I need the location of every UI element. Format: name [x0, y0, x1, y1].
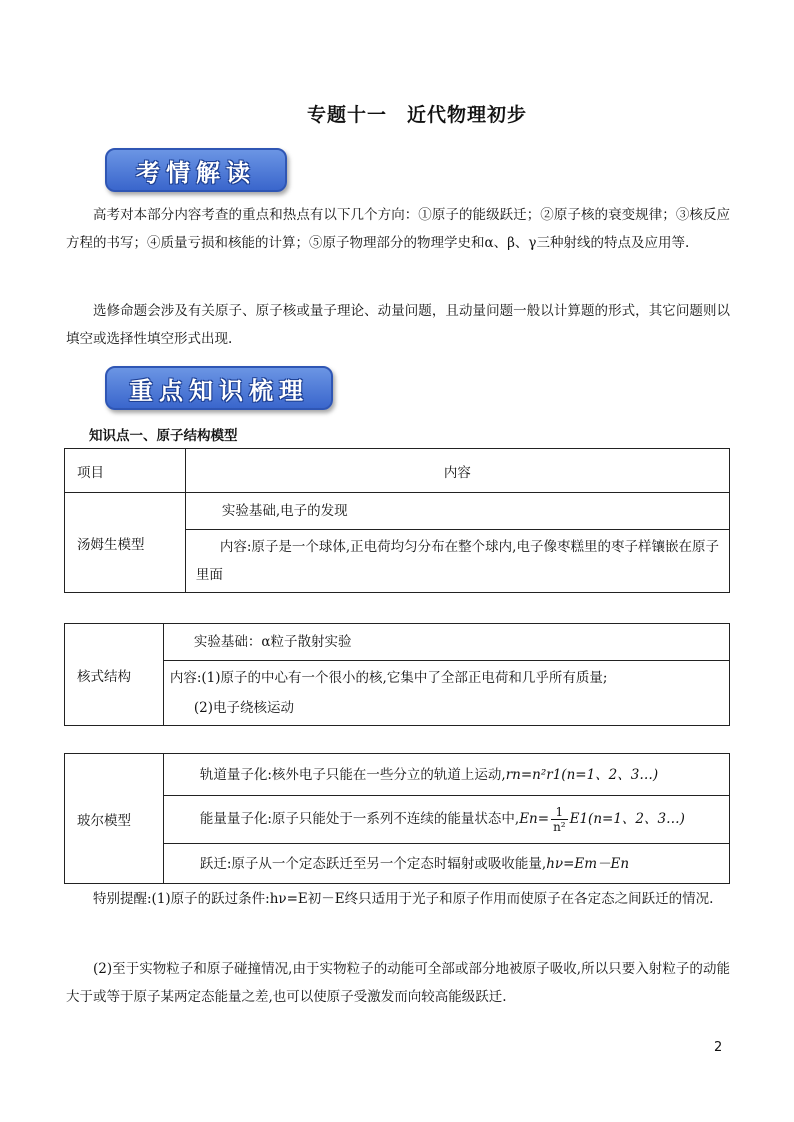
note-paragraph-2: (2)至于实物粒子和原子碰撞情况,由于实物粒子的动能可全部或部分地被原子吸收,所以只要入射粒子的动能大于或等于原子某两定态能量之差,也可以使原子受激发而向较高能级跃迁.: [66, 961, 730, 1005]
bohr-row-orbit: [163, 754, 729, 796]
nuclear-content-line-1: 内容:(1)原子的中心有一个很小的核,它集中了全部正电荷和几乎所有质量;: [169, 670, 608, 686]
header-content-cell: 内容: [185, 449, 729, 493]
fraction-denominator: n²: [553, 820, 566, 834]
note-paragraph-1: 特别提醒:(1)原子的跃过条件:hν=E初－E终只适用于光子和原子作用而使原子在各定态之间跃迁的情况.: [93, 891, 714, 907]
document-title: 专题十一 近代物理初步: [306, 104, 527, 126]
thomson-row-content: 内容:原子是一个球体,正电荷均匀分布在整个球内,电子像枣糕里的枣子样镶嵌在原子里面: [185, 530, 729, 593]
orbit-formula: rn=n²r1(n=1、2、3…): [505, 766, 659, 783]
bohr-model-label: 玻尔模型: [65, 754, 164, 884]
fraction-numerator: 1: [551, 805, 568, 820]
nuclear-row-basis: 实验基础：α粒子散射实验: [163, 624, 729, 661]
transition-text: 跃迁:原子从一个定态跃迁至另一个定态时辐射或吸收能量,: [199, 855, 547, 872]
thomson-row-basis: 实验基础,电子的发现: [185, 493, 729, 530]
nuclear-model-table: [64, 623, 730, 726]
intro-paragraph-2: 选修命题会涉及有关原子、原子核或量子理论、动量问题，且动量问题一般以计算题的形式，其它问题则以填空或选择性填空形式出现.: [66, 303, 730, 347]
orbit-text: 轨道量子化:核外电子只能在一些分立的轨道上运动,: [199, 766, 506, 783]
thomson-model-table: [64, 448, 730, 593]
energy-lhs: En=: [519, 811, 550, 827]
intro-paragraph-1: 高考对本部分内容考查的重点和热点有以下几个方向：①原子的能级跃迁；②原子核的衰变规律；③核反应方程的书写；④质量亏损和核能的计算；⑤原子物理部分的物理学史和α、β、γ三种射线的特点及应用等.: [66, 207, 730, 251]
bohr-row-transition: [163, 844, 729, 884]
page-number: 2: [714, 1040, 723, 1055]
nuclear-model-label: 核式结构: [65, 624, 164, 726]
knowledge-point-heading: 知识点一、原子结构模型: [89, 428, 238, 444]
bohr-row-energy: [163, 796, 729, 844]
energy-rhs: E1(n=1、2、3…): [569, 811, 685, 827]
energy-text: 能量量子化:原子只能处于一系列不连续的能量状态中,: [199, 811, 520, 827]
nuclear-content-line-2: (2)电子绕核运动: [193, 700, 294, 716]
exam-analysis-banner: 考情解读: [105, 148, 287, 192]
thomson-model-label: 汤姆生模型: [65, 493, 186, 593]
nuclear-row-content: [163, 661, 729, 726]
bohr-model-table: [64, 753, 730, 884]
transition-formula: hν=Em－En: [546, 855, 630, 872]
energy-fraction: [551, 805, 568, 834]
knowledge-review-banner: 重点知识梳理: [105, 366, 333, 410]
header-item-cell: 项目: [65, 449, 186, 493]
